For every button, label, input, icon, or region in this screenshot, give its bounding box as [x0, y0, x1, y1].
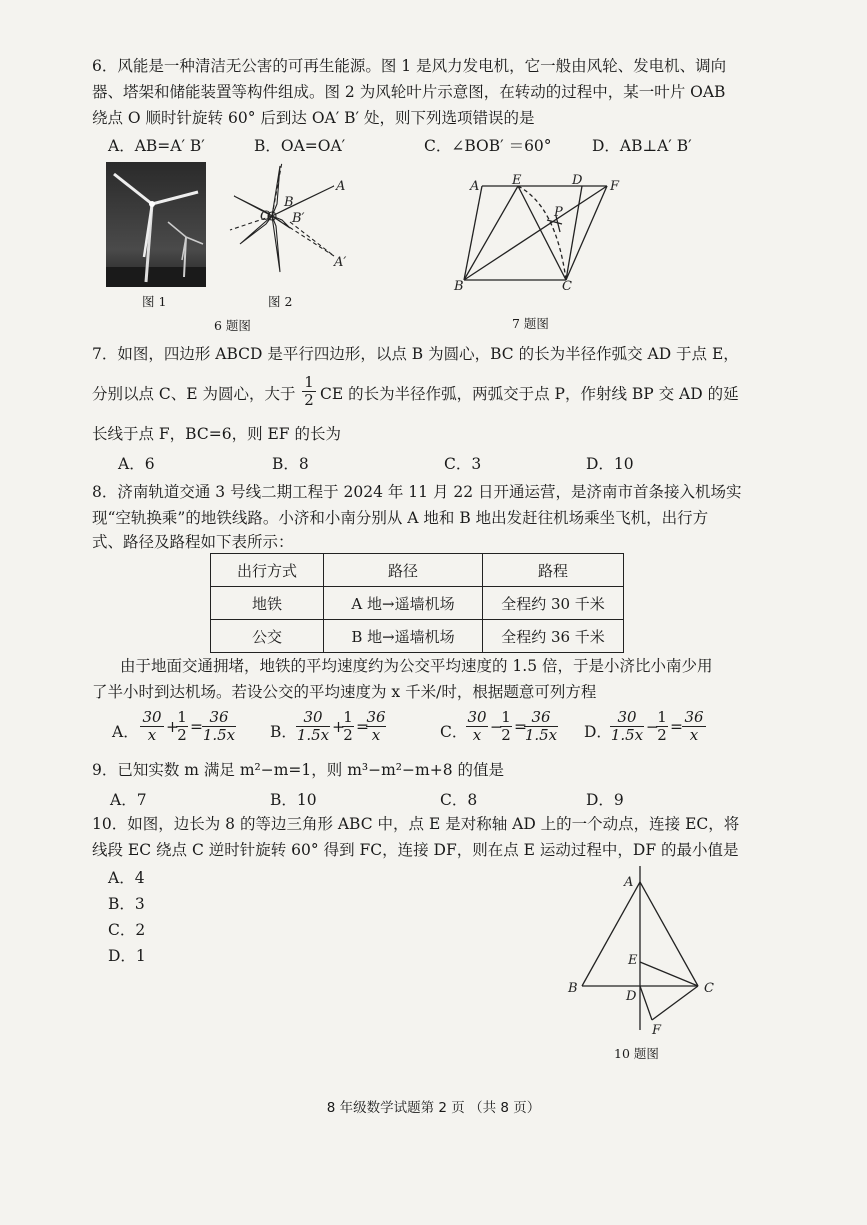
q8-option-a-label: A．: [112, 723, 139, 741]
fig2-point-b-prime: B′: [292, 211, 305, 226]
table-cell: B 地→遥墙机场: [324, 620, 483, 653]
q8-option-c-operator: −: [490, 718, 503, 736]
fraction-denominator: 1.5x: [296, 726, 330, 744]
q8-option-b-fraction-3: [366, 709, 386, 744]
fraction-numerator: 1: [501, 708, 511, 726]
q8-option-c-equals: =: [514, 718, 527, 736]
q8-option-c-label: C．: [440, 723, 468, 741]
fig10-point-c: C: [704, 981, 714, 996]
table-cell: A 地→遥墙机场: [324, 587, 483, 620]
q6-option-b: B．OA=OA′: [254, 137, 346, 155]
fraction-denominator: x: [371, 726, 381, 744]
fraction-denominator: x: [689, 726, 699, 744]
q7-line-2a: 分别以点 C、E 为圆心，大于: [92, 385, 296, 403]
q6-figure-caption: 6 题图: [214, 318, 251, 333]
fig10-point-e: E: [628, 953, 638, 968]
fraction-denominator: 2: [343, 726, 353, 744]
page-footer: 8 年级数学试题第 2 页 （共 8 页）: [326, 1100, 541, 1116]
q10-option-b: B．3: [108, 895, 145, 913]
fraction-denominator: x: [472, 726, 482, 744]
q8-option-b-operator: +: [332, 718, 345, 736]
q7-half-denominator: 2: [304, 391, 314, 409]
q10-line-1: 10．如图，边长为 8 的等边三角形 ABC 中，点 E 是对称轴 AD 上的一个动点，连接 EC，将: [92, 815, 740, 833]
blade-rotation-diagram: [230, 160, 360, 290]
fraction-denominator: 2: [501, 726, 511, 744]
fraction-denominator: x: [147, 726, 157, 744]
q8-after-line-2: 了半小时到达机场。若设公交的平均速度为 x 千米/时，根据题意可列方程: [92, 683, 597, 701]
q8-line-1: 8．济南轨道交通 3 号线二期工程于 2024 年 11 月 22 日开通运营，是济南市首条接入机场实: [92, 483, 742, 501]
q7-half-fraction: [302, 374, 316, 409]
travel-route-table: [210, 553, 624, 653]
fraction-denominator: 1.5x: [202, 726, 236, 744]
fraction-numerator: 1: [657, 708, 667, 726]
q8-option-d-equals: =: [670, 718, 683, 736]
fig7-point-d: D: [572, 173, 583, 188]
q8-option-d-fraction-3: [682, 709, 706, 744]
fraction-numerator: 36: [202, 709, 236, 727]
q8-option-d-fraction-2: [656, 709, 668, 744]
q8-option-d-label: D．: [584, 723, 612, 741]
q8-option-a-fraction-1: [140, 709, 164, 744]
q8-after-line-1: 由于地面交通拥堵，地铁的平均速度约为公交平均速度的 1.5 倍，于是小济比小南少用: [120, 657, 713, 675]
equilateral-triangle-diagram: [564, 866, 724, 1038]
fig2-point-a-prime: A′: [334, 255, 347, 270]
fig10-point-f: F: [652, 1023, 662, 1038]
q8-option-c-fraction-2: [500, 709, 512, 744]
fig2-point-o: O: [260, 209, 271, 224]
q9-option-c: C．8: [440, 791, 478, 809]
q8-option-a-fraction-3: [202, 709, 236, 744]
q6-option-d: D．AB⊥A′ B′: [592, 137, 692, 155]
table-row: [211, 587, 624, 620]
fraction-denominator: 1.5x: [610, 726, 644, 744]
q10-line-2: 线段 EC 绕点 C 逆时针旋转 60° 得到 FC，连接 DF，则在点 E 运动过程中，DF 的最小值是: [92, 841, 739, 859]
q9-option-b: B．10: [270, 791, 317, 809]
q6-line-2: 器、塔架和储能装置等构件组成。图 2 为风轮叶片示意图，在转动的过程中，某一叶片 OAB: [92, 83, 726, 101]
q8-option-c-fraction-1: [466, 709, 488, 744]
table-cell: 全程约 30 千米: [483, 587, 624, 620]
fraction-denominator: 2: [177, 726, 187, 744]
table-cell: 全程约 36 千米: [483, 620, 624, 653]
q8-option-b-fraction-2: [342, 709, 354, 744]
q8-option-b-equals: =: [356, 718, 369, 736]
q7-half-numerator: 1: [302, 374, 316, 392]
table-header-distance: 路程: [483, 554, 624, 587]
q9-option-d: D．9: [586, 791, 624, 809]
fraction-numerator: 30: [296, 709, 330, 727]
q6-option-c: C．∠BOB′ ＝60°: [424, 137, 552, 155]
q7-figure-caption: 7 题图: [512, 316, 549, 331]
q7-line-1: 7．如图，四边形 ABCD 是平行四边形，以点 B 为圆心，BC 的长为半径作弧交 AD 于点 E，: [92, 345, 739, 363]
table-row: [211, 620, 624, 653]
q6-line-3: 绕点 O 顺时针旋转 60° 后到达 OA′ B′ 处，则下列选项错误的是: [92, 109, 535, 127]
q8-option-a-fraction-2: [176, 709, 188, 744]
fig7-point-b: B: [454, 279, 464, 294]
fig7-point-e: E: [512, 173, 522, 188]
q7-line-2b: CE 的长为半径作弧，两弧交于点 P，作射线 BP 交 AD 的延: [320, 385, 739, 403]
q10-figure-caption: 10 题图: [614, 1046, 659, 1061]
fraction-numerator: 36: [524, 709, 558, 727]
table-header-route: 路径: [324, 554, 483, 587]
fig10-point-d: D: [626, 989, 637, 1004]
fig10-point-b: B: [568, 981, 578, 996]
fig2-point-b: B: [284, 195, 294, 210]
q10-option-a: A．4: [108, 869, 145, 887]
fraction-numerator: 30: [140, 709, 164, 727]
fraction-numerator: 30: [610, 709, 644, 727]
fraction-numerator: 1: [177, 708, 187, 726]
q8-option-d-operator: −: [646, 718, 659, 736]
q8-option-a-equals: =: [190, 718, 203, 736]
fraction-numerator: 30: [467, 708, 487, 726]
wind-turbine-photo: [106, 162, 206, 287]
fraction-numerator: 36: [682, 709, 706, 727]
q8-option-d-fraction-1: [610, 709, 644, 744]
q9-line: 9．已知实数 m 满足 m²−m=1，则 m³−m²−m+8 的值是: [92, 761, 504, 779]
table-header-row: [211, 554, 624, 587]
q7-option-a: A．6: [118, 455, 155, 473]
q7-option-c: C．3: [444, 455, 482, 473]
parallelogram-construction-diagram: [452, 173, 632, 294]
table-cell: 公交: [211, 620, 324, 653]
fig2-label: 图 2: [268, 294, 293, 309]
fraction-denominator: 1.5x: [524, 726, 558, 744]
fraction-numerator: 1: [343, 708, 353, 726]
q8-line-3: 式、路径及路程如下表所示：: [92, 533, 294, 551]
q7-option-b: B．8: [272, 455, 309, 473]
q8-line-2: 现“空轨换乘”的地铁线路。小济和小南分别从 A 地和 B 地出发赶往机场乘坐飞机，出行方: [92, 509, 709, 527]
fig1-label: 图 1: [142, 294, 167, 309]
fraction-numerator: 36: [366, 708, 386, 726]
q7-option-d: D．10: [586, 455, 634, 473]
q10-option-c: C．2: [108, 921, 146, 939]
q9-option-a: A．7: [110, 791, 147, 809]
q8-option-c-fraction-3: [524, 709, 558, 744]
q6-line-1: 6．风能是一种清洁无公害的可再生能源。图 1 是风力发电机，它一般由风轮、发电机、调向: [92, 57, 727, 75]
fig7-point-a: A: [470, 179, 480, 194]
fig7-point-p: P: [554, 205, 563, 220]
fig2-point-a: A: [336, 179, 346, 194]
table-cell: 地铁: [211, 587, 324, 620]
table-header-mode: 出行方式: [211, 554, 324, 587]
fig7-point-f: F: [610, 179, 620, 194]
q6-option-a: A．AB=A′ B′: [108, 137, 205, 155]
q8-option-b-fraction-1: [296, 709, 330, 744]
q7-line-3: 长线于点 F，BC=6，则 EF 的长为: [92, 425, 341, 443]
q8-option-a-operator: +: [166, 718, 179, 736]
q10-option-d: D．1: [108, 947, 146, 965]
fraction-denominator: 2: [657, 726, 667, 744]
fig7-point-c: C: [562, 279, 572, 294]
fig10-point-a: A: [624, 875, 634, 890]
q8-option-b-label: B．: [270, 723, 297, 741]
